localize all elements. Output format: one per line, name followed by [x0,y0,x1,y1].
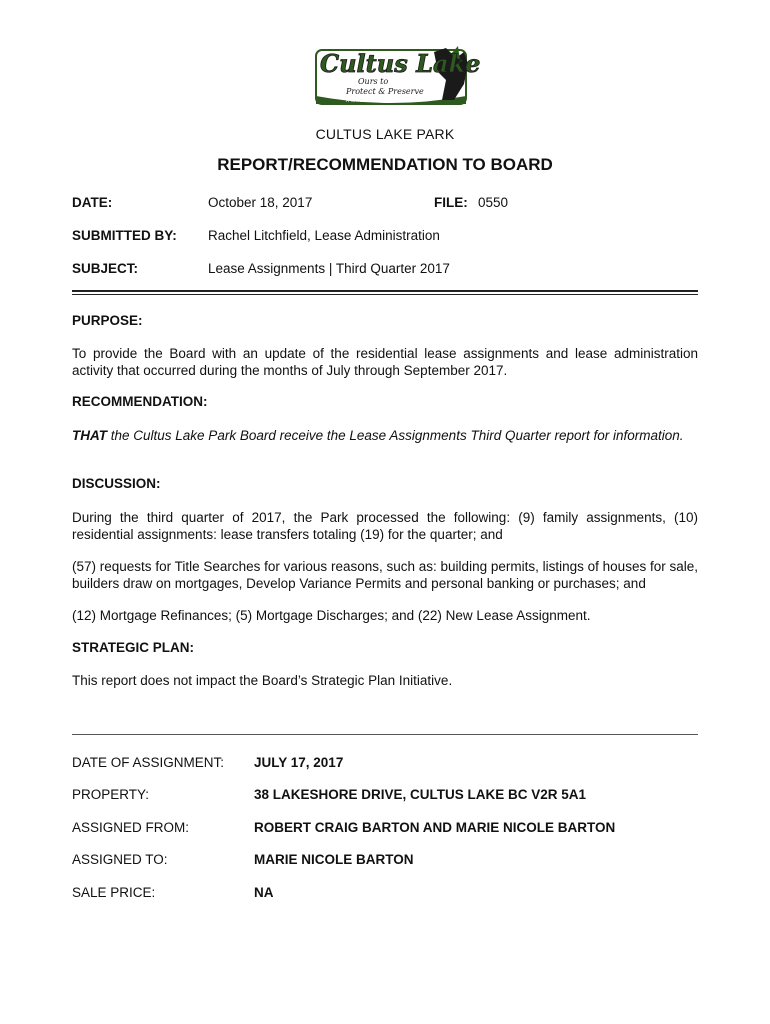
assigned-from-value: ROBERT CRAIG BARTON AND MARIE NICOLE BARTON [254,820,616,835]
section-separator [72,734,698,735]
date-value: October 18, 2017 [208,195,313,210]
assignment-date-label: DATE OF ASSIGNMENT: [72,755,225,770]
subject-value: Lease Assignments | Third Quarter 2017 [208,261,450,276]
logo-tagline-2: Protect & Preserve [346,87,424,96]
discussion-paragraph-1: During the third quarter of 2017, the Park processed the following: (9) family assignments, (10) residential assignments: lease transfers totaling (19) for the quarter; and [72,510,698,542]
submitted-by-value: Rachel Litchfield, Lease Administration [208,228,440,243]
logo-name: Cultus Lake [320,49,481,78]
cultus-lake-logo [296,44,486,108]
discussion-paragraph-3: (12) Mortgage Refinances; (5) Mortgage Discharges; and (22) New Lease Assignment. [72,608,591,623]
document-title: REPORT/RECOMMENDATION TO BOARD [217,155,553,174]
header-divider-thin [72,294,698,295]
discussion-heading: DISCUSSION: [72,476,161,491]
assignment-date-value: JULY 17, 2017 [254,755,344,770]
organization-name: CULTUS LAKE PARK [315,126,455,142]
strategic-plan-text: This report does not impact the Board’s Strategic Plan Initiative. [72,673,453,688]
purpose-text: To provide the Board with an update of the residential lease assignments and lease administration activity that occurred during the months of July through September 2017. [72,346,698,378]
property-value: 38 LAKESHORE DRIVE, CULTUS LAKE BC V2R 5A1 [254,787,587,802]
recommendation-body: the Cultus Lake Park Board receive the Lease Assignments Third Quarter report for information. [107,428,684,443]
sale-price-value: NA [254,885,274,900]
recommendation-lead: THAT [72,428,107,443]
date-label: DATE: [72,195,113,210]
assigned-from-label: ASSIGNED FROM: [72,820,190,835]
strategic-plan-heading: STRATEGIC PLAN: [72,640,194,655]
assigned-to-value: MARIE NICOLE BARTON [254,852,414,867]
recommendation-heading: RECOMMENDATION: [72,394,208,409]
recommendation-text [72,427,698,444]
logo-tagline-1: Ours to [358,77,389,86]
property-label: PROPERTY: [72,787,150,802]
header-divider [72,290,698,292]
subject-label: SUBJECT: [72,261,139,276]
submitted-by-label: SUBMITTED BY: [72,228,177,243]
sale-price-label: SALE PRICE: [72,885,156,900]
purpose-heading: PURPOSE: [72,313,143,328]
file-value: 0550 [478,195,509,210]
assigned-to-label: ASSIGNED TO: [72,852,168,867]
file-label: FILE: [434,195,468,210]
logo-tagline-3: A NATURAL PARADISE [346,99,395,104]
discussion-paragraph-2: (57) requests for Title Searches for various reasons, such as: building permits, listings of houses for sale, builders draw on mortgages, Develop Variance Permits and personal banking or purchases; and [72,559,698,591]
